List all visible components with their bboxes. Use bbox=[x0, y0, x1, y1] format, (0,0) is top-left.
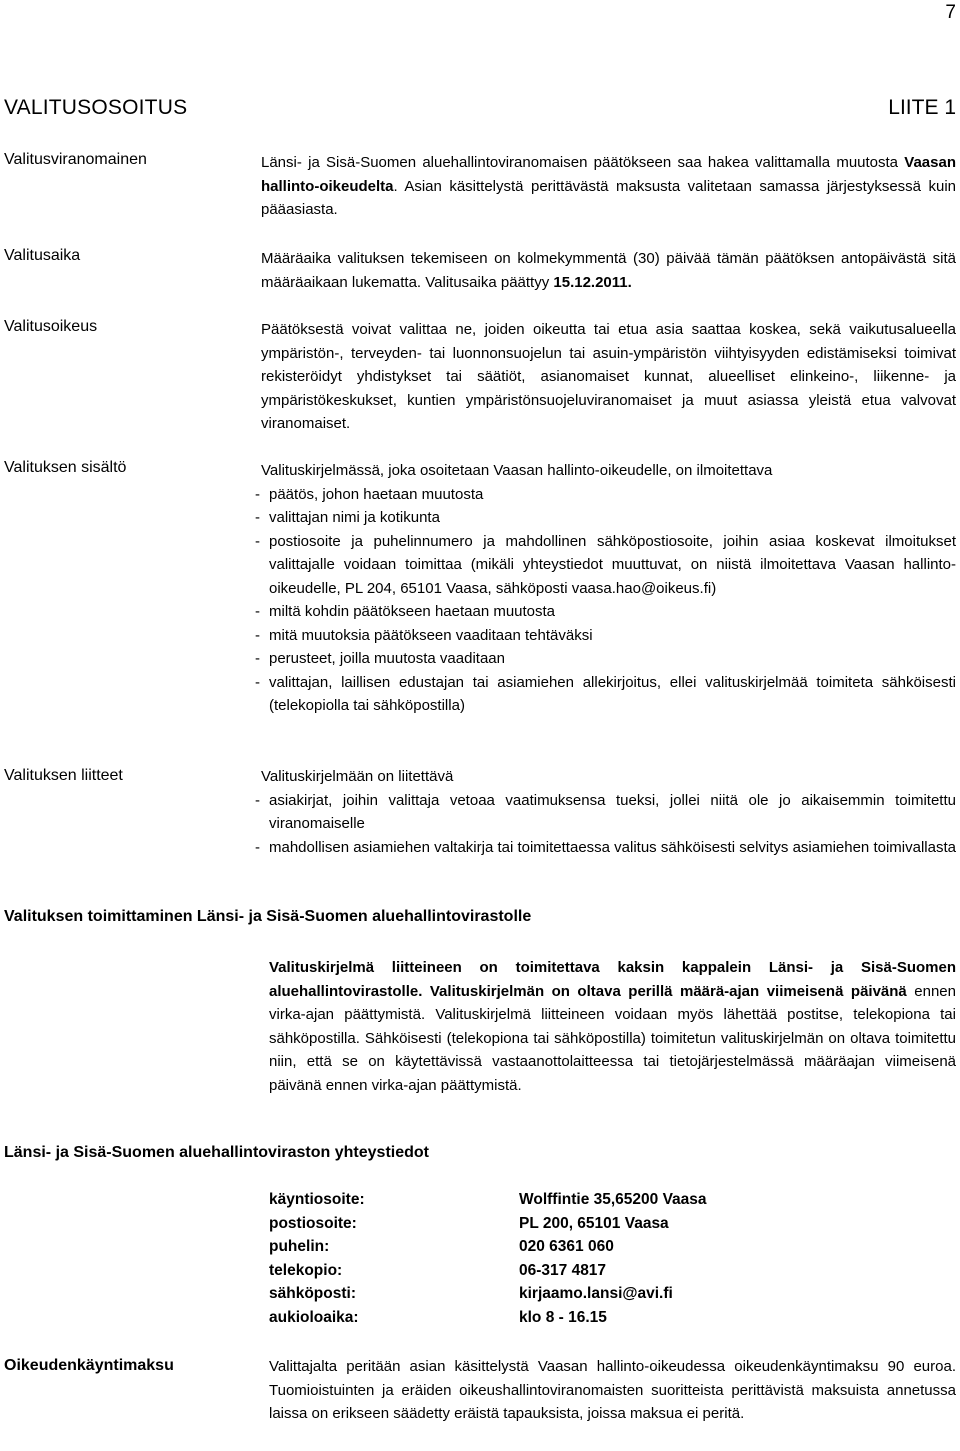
liitteet-list bbox=[261, 789, 956, 860]
sisalto-list bbox=[261, 483, 956, 718]
list-item: - miltä kohdin päätökseen haetaan muutosta bbox=[261, 600, 956, 624]
section-text-valitusaika bbox=[261, 247, 956, 294]
list-item: - mitä muutoksia päätökseen vaaditaan tehtäväksi bbox=[261, 624, 956, 648]
contact-value: kirjaamo.lansi@avi.fi bbox=[519, 1285, 673, 1303]
list-item: - valittajan, laillisen edustajan tai asiamiehen allekirjoitus, ellei valituskirjelmää toimiteta sähköisesti (telekopiolla tai sähköpostilla) bbox=[261, 671, 956, 718]
section-label-valitusoikeus: Valitusoikeus bbox=[4, 318, 98, 335]
page-number: 7 bbox=[945, 2, 956, 23]
contact-key: aukioloaika: bbox=[269, 1308, 359, 1326]
liitteet-intro: Valituskirjelmään on liitettävä bbox=[261, 768, 454, 785]
section-label-valitusviranomainen: Valitusviranomainen bbox=[4, 151, 147, 168]
bold-text: Valituskirjelmä liitteineen on toimitettava kaksin kappalein Länsi- ja Sisä-Suomen aluehallintovirastolle. Valituskirjelmän on oltava perillä määrä-ajan viimeisenä päivänä bbox=[269, 959, 956, 1000]
document-title: VALITUSOSOITUS bbox=[4, 96, 188, 119]
contact-key: postiosoite: bbox=[269, 1214, 357, 1232]
contact-row bbox=[269, 1262, 707, 1286]
contact-row bbox=[269, 1215, 707, 1239]
contact-key: käyntiosoite: bbox=[269, 1191, 365, 1208]
text-part: . Asian käsittelystä perittävästä maksusta valitetaan samassa järjestyksessä kuin pääasiasta. bbox=[261, 177, 956, 218]
text-part: ennen virka-ajan päättymistä. Valituskirjelmä liitteineen voidaan myös lähettää postitse, telekopiona tai sähköpostilla. Sähköisesti (telekopiona tai sähköpostilla) toimitetun valituskirjelmän on oltava toimitettu niin, että se on käytettävissä vastaanottolaitteessa tai tietojärjestelmässä määräajan viimeisenä päivänä ennen virka-ajan päättymistä. bbox=[269, 982, 956, 1094]
deadline-date: 15.12.2011. bbox=[553, 273, 632, 291]
contact-value: klo 8 - 16.15 bbox=[519, 1308, 607, 1326]
attachment-label: LIITE 1 bbox=[888, 96, 956, 119]
list-item: - mahdollisen asiamiehen valtakirja tai toimitettaessa valitus sähköisesti selvitys asiamiehen toimivallasta bbox=[261, 836, 956, 860]
list-item: - asiakirjat, joihin valittaja vetoaa vaatimuksensa tueksi, jollei niitä ole jo aikaisemmin toimitettu viranomaiselle bbox=[261, 789, 956, 836]
section-text-oikeudenkayntimaksu: Valittajalta peritään asian käsittelystä Vaasan hallinto-oikeudessa oikeudenkäyntimaksu 90 euroa. Tuomioistuinten ja eräiden oikeushallintoviranomaisten suoritteista perittävistä maksuista annetussa laissa on erikseen säädetty eräistä tapauksista, joissa maksua ei peritä. bbox=[269, 1358, 956, 1422]
contact-value: 020 6361 060 bbox=[519, 1238, 614, 1256]
section-text-sisalto bbox=[261, 459, 956, 718]
section-text-valitusoikeus: Päätöksestä voivat valittaa ne, joiden oikeutta tai etua asia saattaa koskea, sekä vaikutusalueella ympäristön-, terveyden- tai luonnonsuojelun tai asuin-ympäristön viihtyisyyden edistämiseksi toimivat rekisteröidyt yhdistykset tai säätiöt, asianomaiset kunnat, alueelliset elinkeino-, liikenne- ja ympäristökeskukset, kuntien ympäristönsuojeluviranomaiset ja muut asiassa yleistä etua valvovat viranomaiset. bbox=[261, 321, 956, 432]
contact-row bbox=[269, 1285, 707, 1309]
section-label-valitusaika: Valitusaika bbox=[4, 247, 81, 264]
contact-table bbox=[269, 1191, 707, 1333]
section-text-toimittaminen bbox=[269, 956, 956, 1097]
section-text-liitteet bbox=[261, 765, 956, 859]
contact-row bbox=[269, 1191, 707, 1215]
text-part: Länsi- ja Sisä-Suomen aluehallintoviranomaisen päätökseen saa hakea valittamalla muutosta bbox=[261, 154, 905, 171]
contact-value: Wolffintie 35,65200 Vaasa bbox=[519, 1191, 707, 1208]
list-item: - päätös, johon haetaan muutosta bbox=[261, 483, 956, 507]
court-name: Vaasan hallinto-oikeudelta bbox=[261, 154, 956, 195]
section-heading-toimittaminen: Valituksen toimittaminen Länsi- ja Sisä-Suomen aluehallintovirastolle bbox=[4, 908, 532, 925]
contact-row bbox=[269, 1309, 707, 1333]
section-label-liitteet: Valituksen liitteet bbox=[4, 767, 123, 784]
contact-row bbox=[269, 1238, 707, 1262]
list-item: - perusteet, joilla muutosta vaaditaan bbox=[261, 647, 956, 671]
list-item: - valittajan nimi ja kotikunta bbox=[261, 506, 956, 530]
text-part: Määräaika valituksen tekemiseen on kolmekymmentä (30) päivää tämän päätöksen antopäivästä sitä määräaikaan lukematta. Valitusaika päättyy bbox=[261, 250, 956, 291]
list-item: - postiosoite ja puhelinnumero ja mahdollinen sähköpostiosoite, joihin asiaa koskevat ilmoitukset valittajalle voidaan toimittaa (mikäli yhteystiedot muuttuvat, on niistä ilmoitettava Vaasan hallinto-oikeudelle, PL 204, 65101 Vaasa, sähköposti vaasa.hao@oikeus.fi) bbox=[261, 530, 956, 601]
contact-value: 06-317 4817 bbox=[519, 1261, 607, 1279]
contact-value: PL 200, 65101 Vaasa bbox=[519, 1214, 669, 1232]
section-label-sisalto: Valituksen sisältö bbox=[4, 459, 127, 476]
contact-key: telekopio: bbox=[269, 1261, 343, 1279]
section-text-valitusviranomainen bbox=[261, 151, 956, 222]
section-heading-yhteystiedot: Länsi- ja Sisä-Suomen aluehallintoviraston yhteystiedot bbox=[4, 1144, 429, 1161]
section-label-oikeudenkayntimaksu: Oikeudenkäyntimaksu bbox=[4, 1357, 174, 1374]
sisalto-intro: Valituskirjelmässä, joka osoitetaan Vaasan hallinto-oikeudelle, on ilmoitettava bbox=[261, 462, 773, 479]
contact-key: puhelin: bbox=[269, 1238, 330, 1256]
contact-key: sähköposti: bbox=[269, 1285, 356, 1303]
